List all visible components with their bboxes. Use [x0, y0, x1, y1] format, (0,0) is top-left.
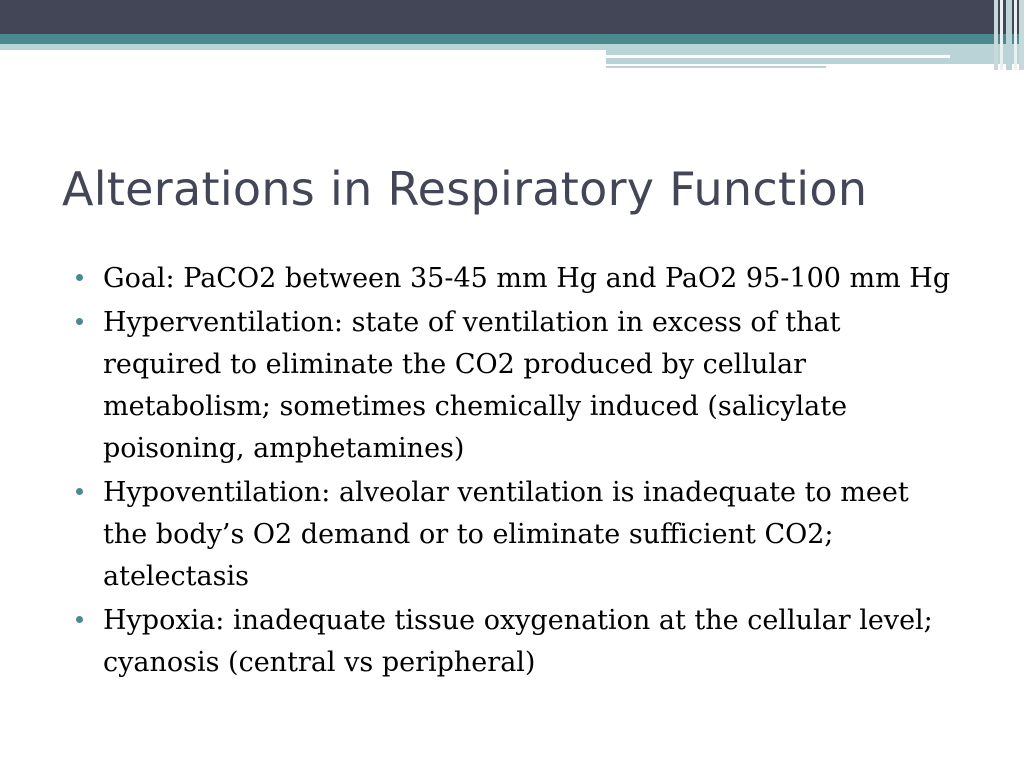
header-vertical-bar	[994, 0, 998, 70]
bullet-text: Hypoventilation: alveolar ventilation is inadequate to meet the body’s O2 demand or to eliminate sufficient CO2; atelectasis	[103, 477, 909, 592]
header-vertical-bar	[1006, 0, 1012, 70]
bullet-item	[76, 258, 956, 300]
header-band-accent	[606, 44, 1024, 64]
bullet-dot-icon	[76, 318, 83, 325]
bullet-text: Hypoxia: inadequate tissue oxygenation at the cellular level; cyanosis (central vs peripheral)	[103, 605, 933, 678]
header-thin-line	[606, 66, 826, 68]
bullet-item	[76, 600, 956, 684]
header-accent-line	[606, 55, 950, 58]
header-vertical-bar	[1000, 0, 1003, 70]
bullet-text: Goal: PaCO2 between 35-45 mm Hg and PaO2 95-100 mm Hg	[103, 263, 951, 294]
header-band-dark	[0, 0, 1024, 34]
header-vertical-bar	[1019, 0, 1024, 70]
bullet-dot-icon	[76, 274, 83, 281]
slide-title: Alterations in Respiratory Function	[62, 162, 868, 216]
bullet-list	[76, 258, 956, 686]
bullet-item	[76, 302, 956, 470]
bullet-text: Hyperventilation: state of ventilation in excess of that required to eliminate the CO2 produced by cellular metabolism; sometimes chemically induced (salicylate poisoning, amphetamines)	[103, 307, 848, 464]
bullet-dot-icon	[76, 488, 83, 495]
bullet-dot-icon	[76, 616, 83, 623]
header-vertical-bar	[1014, 0, 1017, 70]
header-band-teal	[0, 34, 1024, 44]
bullet-item	[76, 472, 956, 598]
